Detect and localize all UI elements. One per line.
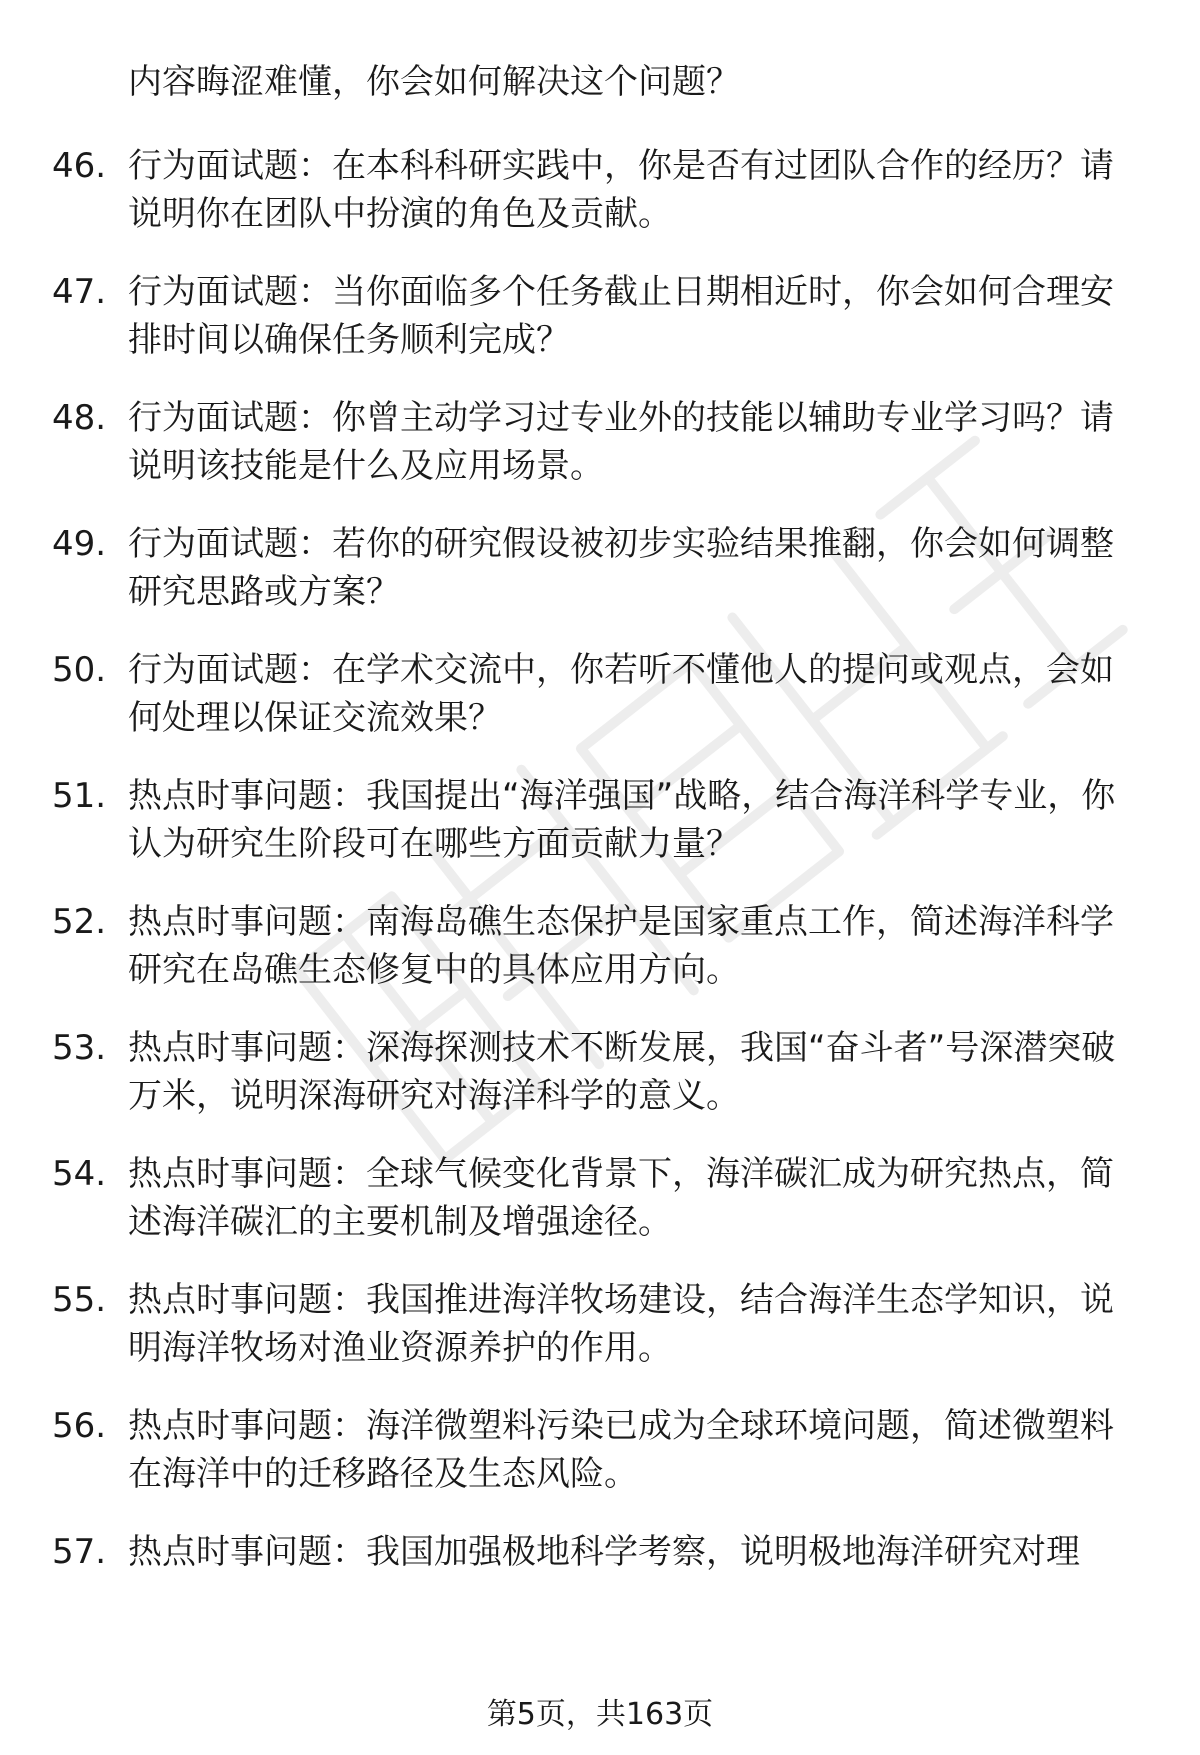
question-item	[0, 520, 1200, 646]
question-item	[0, 898, 1200, 1024]
question-text: 热点时事问题：深海探测技术不断发展，我国“奋斗者”号深潜突破万米，说明深海研究对海洋科学的意义。	[128, 1028, 1116, 1116]
question-text: 热点时事问题：海洋微塑料污染已成为全球环境问题，简述微塑料在海洋中的迁移路径及生态风险。	[128, 1406, 1114, 1494]
question-number: 57.	[52, 1532, 107, 1572]
continuation-text: 内容晦涩难懂，你会如何解决这个问题？	[128, 62, 740, 102]
question-number: 53.	[52, 1028, 107, 1068]
question-number: 48.	[52, 398, 107, 438]
question-number: 52.	[52, 902, 107, 942]
question-item	[0, 394, 1200, 520]
question-text: 热点时事问题：全球气候变化背景下，海洋碳汇成为研究热点，简述海洋碳汇的主要机制及增强途径。	[128, 1154, 1114, 1242]
question-item	[0, 1150, 1200, 1276]
question-list	[0, 142, 1200, 1654]
question-number: 54.	[52, 1154, 107, 1194]
question-text: 热点时事问题：我国推进海洋牧场建设，结合海洋生态学知识，说明海洋牧场对渔业资源养护的作用。	[128, 1280, 1114, 1368]
question-item	[0, 1276, 1200, 1402]
question-item	[0, 1402, 1200, 1528]
question-text: 行为面试题：若你的研究假设被初步实验结果推翻，你会如何调整研究思路或方案？	[128, 524, 1114, 612]
page-footer: 第5页，共163页	[486, 1697, 714, 1732]
question-number: 47.	[52, 272, 107, 312]
question-number: 49.	[52, 524, 107, 564]
question-text: 行为面试题：在学术交流中，你若听不懂他人的提问或观点，会如何处理以保证交流效果？	[128, 650, 1114, 738]
question-text: 热点时事问题：我国加强极地科学考察，说明极地海洋研究对理	[128, 1532, 1080, 1572]
question-text: 行为面试题：你曾主动学习过专业外的技能以辅助专业学习吗？请说明该技能是什么及应用场景。	[128, 398, 1114, 486]
question-item	[0, 268, 1200, 394]
question-text: 热点时事问题：我国提出“海洋强国”战略，结合海洋科学专业，你认为研究生阶段可在哪些方面贡献力量？	[128, 776, 1116, 864]
question-number: 46.	[52, 146, 107, 186]
question-text: 行为面试题：在本科科研实践中，你是否有过团队合作的经历？请说明你在团队中扮演的角色及贡献。	[128, 146, 1114, 234]
question-number: 55.	[52, 1280, 107, 1320]
question-number: 50.	[52, 650, 107, 690]
question-text: 行为面试题：当你面临多个任务截止日期相近时，你会如何合理安排时间以确保任务顺利完成？	[128, 272, 1114, 360]
question-item	[0, 1024, 1200, 1150]
question-number: 51.	[52, 776, 107, 816]
question-item	[0, 1528, 1200, 1654]
question-number: 56.	[52, 1406, 107, 1446]
question-text: 热点时事问题：南海岛礁生态保护是国家重点工作，简述海洋科学研究在岛礁生态修复中的具体应用方向。	[128, 902, 1114, 990]
question-item	[0, 646, 1200, 772]
question-item	[0, 142, 1200, 268]
question-item	[0, 772, 1200, 898]
